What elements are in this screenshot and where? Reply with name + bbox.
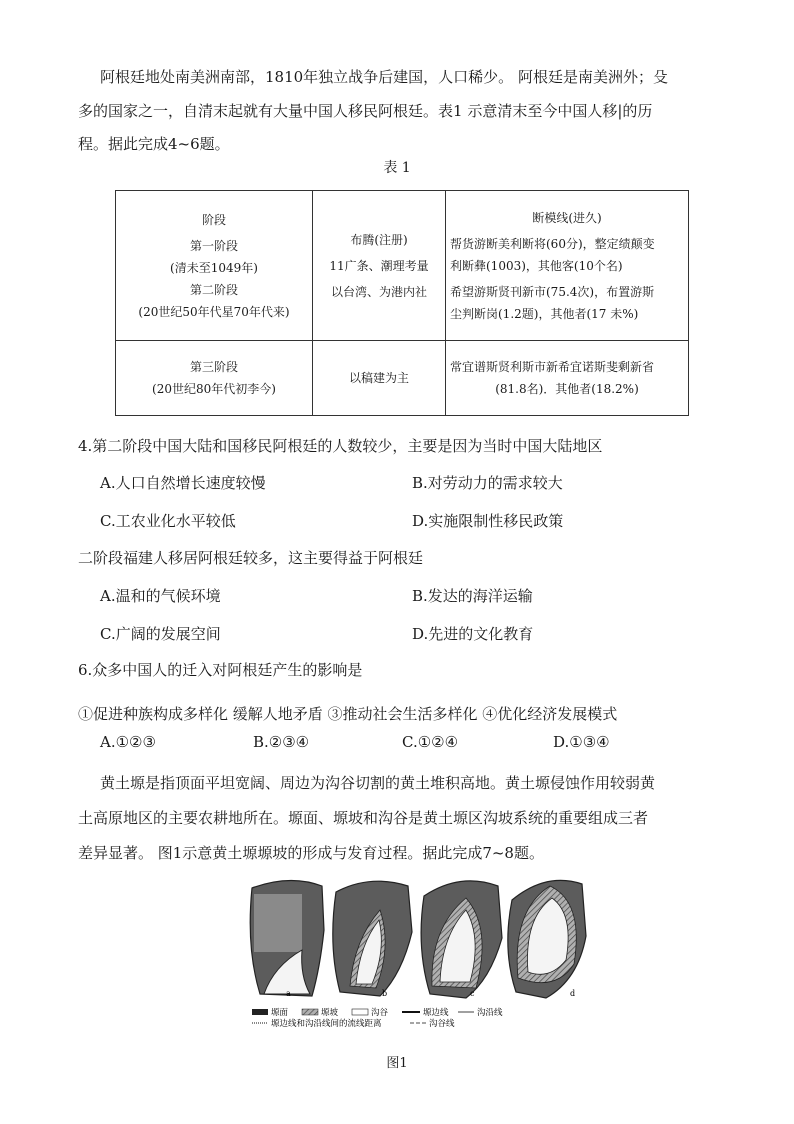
destination-cell-3 xyxy=(446,341,689,416)
stage2-name: 第二阶段 xyxy=(189,282,238,297)
stage1-name: 第一阶段 xyxy=(189,238,238,253)
legend-gouyanxian-label: 沟沿线 xyxy=(477,1008,503,1018)
legend-liuxian-label: 塬边线和沟沿线间的流线距离 xyxy=(271,1019,382,1028)
loess-line-1: 黄土塬是指顶面平坦宽阔、周边为沟谷切割的黄土堆积高地。黄土塬侵蚀作用较弱黄 xyxy=(100,774,656,792)
row1-destination-line2: 利断彝(1003)，其他客(10个名) xyxy=(450,258,623,273)
row3-destination-line2: (81.8名)．其他者(18.2%) xyxy=(495,382,639,396)
q4-option-c[interactable]: C.工农业化水平较低 xyxy=(100,512,236,530)
table-caption: 表 1 xyxy=(383,160,411,176)
legend-yuanmian-swatch xyxy=(252,1009,268,1015)
legend-gougu-swatch xyxy=(352,1009,368,1015)
legend-gouguxian-label: 沟谷线 xyxy=(429,1019,455,1028)
q6-statements: ①促进种族构成多样化 缓解人地矛盾 ③推动社会生活多样化 ④优化经济发展模式 xyxy=(78,705,618,723)
panel-label-b: b xyxy=(382,989,388,998)
panel-label-c: c xyxy=(470,989,475,998)
row1-origin: 11广条、潮理考量 xyxy=(329,258,429,273)
q4-option-d[interactable]: D.实施限制性移民政策 xyxy=(412,512,564,530)
legend-yuanbianxian-label: 塬边线 xyxy=(423,1008,449,1018)
row3-destination-line1: 常宜谱斯贤利斯市新希宜诺斯斐剩新省 xyxy=(450,360,655,374)
stage2-period: (20世纪50年代星70年代来) xyxy=(138,304,290,319)
q4-stem: 4.第二阶段中国大陆和国移民阿根廷的人数较少，主要是因为当时中国大陆地区 xyxy=(78,437,603,455)
migration-table xyxy=(115,190,689,416)
stage3-period: (20世纪80年代初李今) xyxy=(152,382,276,396)
row2-destination-line2: 尘判断岗(1.2题)，其他者(17 未%) xyxy=(450,306,639,321)
stage-header: 阶段 xyxy=(201,212,226,227)
intro-line-1: 阿根廷地处南美洲南部，1810年独立战争后建国，人口稀少。 阿根廷是南美洲外；殳 xyxy=(100,68,668,86)
q4-option-a[interactable]: A.人口自然增长速度较慢 xyxy=(100,474,266,492)
origin-cell-1-2 xyxy=(313,191,446,341)
intro-line-2: 多的国家之一，自清末起就有大量中国人移民阿根廷。表1 示意清末至今中国人移|的历 xyxy=(78,102,653,120)
q6-option-a[interactable]: A.①②③ xyxy=(100,733,156,751)
panel-a xyxy=(250,880,324,996)
panel-c xyxy=(421,881,502,998)
panel-label-d: d xyxy=(570,989,576,998)
legend-gougu-label: 沟谷 xyxy=(371,1008,389,1018)
stage3-name: 第三阶段 xyxy=(189,360,238,374)
q6-option-d[interactable]: D.①③④ xyxy=(553,733,610,751)
row3-origin: 以稿建为主 xyxy=(348,371,409,385)
q6-stem: 6.众多中国人的迁入对阿根廷产生的影响是 xyxy=(78,661,363,679)
loess-line-2: 土高原地区的主要农耕地所在。塬面、塬坡和沟谷是黄土塬区沟坡系统的重要组成三者 xyxy=(78,809,649,827)
legend-yuanpo-label: 塬坡 xyxy=(321,1008,339,1018)
stage-cell-1-2 xyxy=(116,191,313,341)
panel-label-a: a xyxy=(286,989,291,998)
intro-line-3: 程。据此完成4~6题。 xyxy=(78,135,230,153)
stage-cell-3 xyxy=(116,341,313,416)
col2-header: 布腾(注册) xyxy=(350,232,408,247)
q5-option-d[interactable]: D.先进的文化教育 xyxy=(412,625,534,643)
legend-yuanpo-swatch xyxy=(302,1009,318,1015)
q6-option-b[interactable]: B.②③④ xyxy=(253,733,310,751)
row2-destination-line1: 希望游斯贤刊新市(75.4次)，布置游斯 xyxy=(450,284,655,299)
panel-b xyxy=(333,881,412,996)
stage1-period: (清未至1049年) xyxy=(170,260,258,275)
q5-option-c[interactable]: C.广阔的发展空间 xyxy=(100,625,221,643)
col3-header: 断模线(进久) xyxy=(532,210,602,225)
legend-yuanmian-label: 塬面 xyxy=(271,1008,289,1018)
q5-stem: 二阶段福建人移居阿根廷较多，这主要得益于阿根廷 xyxy=(78,549,424,567)
figure-caption: 图1 xyxy=(386,1056,408,1071)
q5-option-a[interactable]: A.温和的气候环境 xyxy=(100,587,221,605)
q5-option-b[interactable]: B.发达的海洋运输 xyxy=(412,587,533,605)
q4-option-b[interactable]: B.对劳动力的需求较大 xyxy=(412,474,563,492)
origin-cell-3 xyxy=(313,341,446,416)
q6-option-c[interactable]: C.①②④ xyxy=(402,733,459,751)
row1-destination-line1: 帮货游断美利断将(60分)，整定绩颠变 xyxy=(450,236,655,251)
panel-d xyxy=(508,880,586,998)
row2-origin: 以台湾、为港内社 xyxy=(330,284,427,299)
loess-tableland-figure xyxy=(240,868,590,1028)
destination-cell-1-2 xyxy=(446,191,689,341)
loess-line-3: 差异显著。 图1示意黄土塬塬坡的形成与发育过程。据此完成7~8题。 xyxy=(78,844,544,862)
